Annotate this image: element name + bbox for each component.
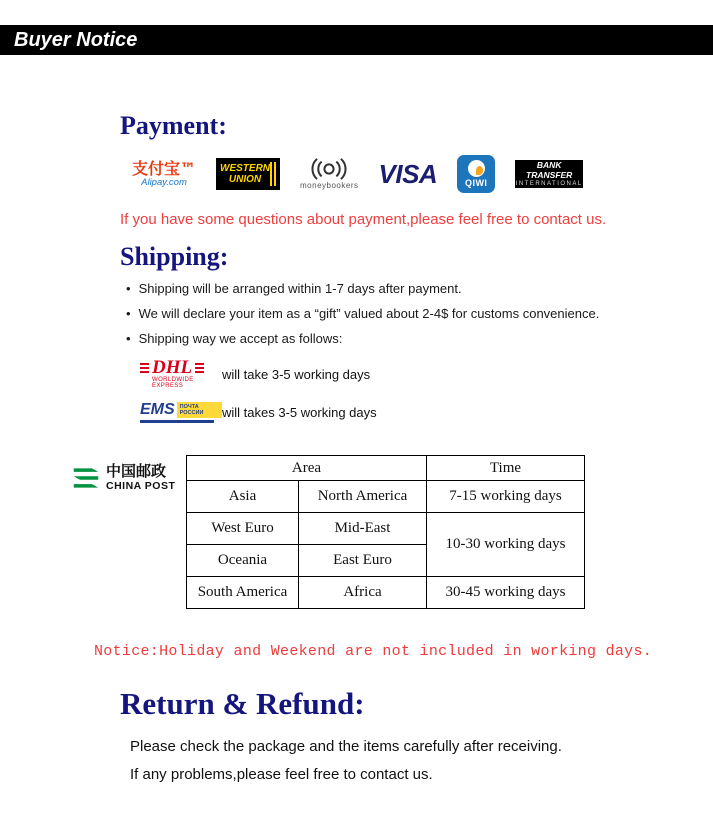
ems-delivery-time: will takes 3-5 working days xyxy=(222,404,377,420)
table-header-area: Area xyxy=(187,456,427,481)
bank-transfer-line2: INTERNATIONAL xyxy=(515,180,583,187)
dhl-subtext: WORLDWIDE EXPRESS xyxy=(152,377,194,389)
moneybookers-circles-icon xyxy=(307,158,351,180)
ems-bar-icon xyxy=(140,420,214,423)
shipping-heading: Shipping: xyxy=(120,242,229,271)
time-cell: 10-30 working days xyxy=(427,513,585,577)
alipay-cn-text: 支付宝™ xyxy=(132,158,197,178)
dhl-row xyxy=(140,359,713,389)
alipay-logo xyxy=(132,160,196,188)
dhl-logo xyxy=(140,359,222,389)
shipping-bullet-2: • We will declare your item as a “gift” valued about 2-4$ for customs convenience. xyxy=(126,306,713,322)
dhl-delivery-time: will take 3-5 working days xyxy=(222,366,371,382)
area-cell: East Euro xyxy=(299,545,427,577)
bank-transfer-logo xyxy=(515,160,583,188)
ems-row xyxy=(140,401,713,423)
payment-heading: Payment: xyxy=(120,111,227,140)
dhl-stripes-icon xyxy=(140,363,149,373)
bank-transfer-line1: BANK TRANSFER xyxy=(526,160,573,181)
moneybookers-logo xyxy=(300,158,358,190)
payment-logos-row xyxy=(132,153,713,195)
payment-contact-note: If you have some questions about payment,please feel free to contact us. xyxy=(120,211,607,228)
time-cell: 30-45 working days xyxy=(427,577,585,609)
qiwi-circle-icon xyxy=(468,160,485,177)
china-post-logo xyxy=(72,463,178,492)
china-post-en-text: CHINA POST xyxy=(106,480,176,493)
time-cell: 7-15 working days xyxy=(427,481,585,513)
refund-heading: Return & Refund: xyxy=(120,686,365,721)
ems-subtext: ПОЧТА РОССИИ xyxy=(177,402,222,418)
shipping-bullets xyxy=(126,281,713,347)
area-cell: Asia xyxy=(187,481,299,513)
area-cell: Africa xyxy=(299,577,427,609)
buyer-notice-banner xyxy=(0,25,713,55)
refund-line-2: If any problems,please feel free to contact us. xyxy=(130,766,433,783)
table-row xyxy=(187,513,585,545)
western-union-line2: UNION xyxy=(228,174,262,185)
ems-logo xyxy=(140,401,222,423)
dhl-stripes-icon xyxy=(195,363,204,373)
china-post-section xyxy=(72,455,713,609)
area-cell: Oceania xyxy=(187,545,299,577)
refund-line-1: Please check the package and the items carefully after receiving. xyxy=(130,738,562,755)
area-cell: Mid-East xyxy=(299,513,427,545)
table-row xyxy=(187,577,585,609)
china-post-emblem-icon xyxy=(72,464,100,492)
qiwi-logo xyxy=(457,155,495,193)
area-cell: West Euro xyxy=(187,513,299,545)
qiwi-label: QIWI xyxy=(464,178,488,188)
shipping-bullet-3: • Shipping way we accept as follows: xyxy=(126,331,713,347)
western-union-bars-icon xyxy=(270,162,276,186)
western-union-text xyxy=(220,163,270,185)
ems-name: EMS xyxy=(140,401,175,418)
alipay-sub-text: Alipay.com xyxy=(141,176,187,188)
shipping-bullet-1: • Shipping will be arranged within 1-7 days after payment. xyxy=(126,281,713,297)
qiwi-flame-icon xyxy=(476,166,483,175)
area-cell: North America xyxy=(299,481,427,513)
refund-text xyxy=(130,738,713,783)
shipping-time-table xyxy=(186,455,585,609)
western-union-logo xyxy=(216,158,280,190)
banner-title: Buyer Notice xyxy=(14,28,138,51)
western-union-line1: WESTERN xyxy=(220,163,271,174)
table-header-time: Time xyxy=(427,456,585,481)
area-cell: South America xyxy=(187,577,299,609)
visa-logo: VISA xyxy=(378,158,438,189)
table-row xyxy=(187,481,585,513)
dhl-name: DHL xyxy=(152,357,193,378)
moneybookers-label: moneybookers xyxy=(300,181,359,190)
holiday-notice: Notice:Holiday and Weekend are not included in working days. xyxy=(94,643,653,660)
china-post-cn-text: 中国邮政 xyxy=(106,462,167,480)
